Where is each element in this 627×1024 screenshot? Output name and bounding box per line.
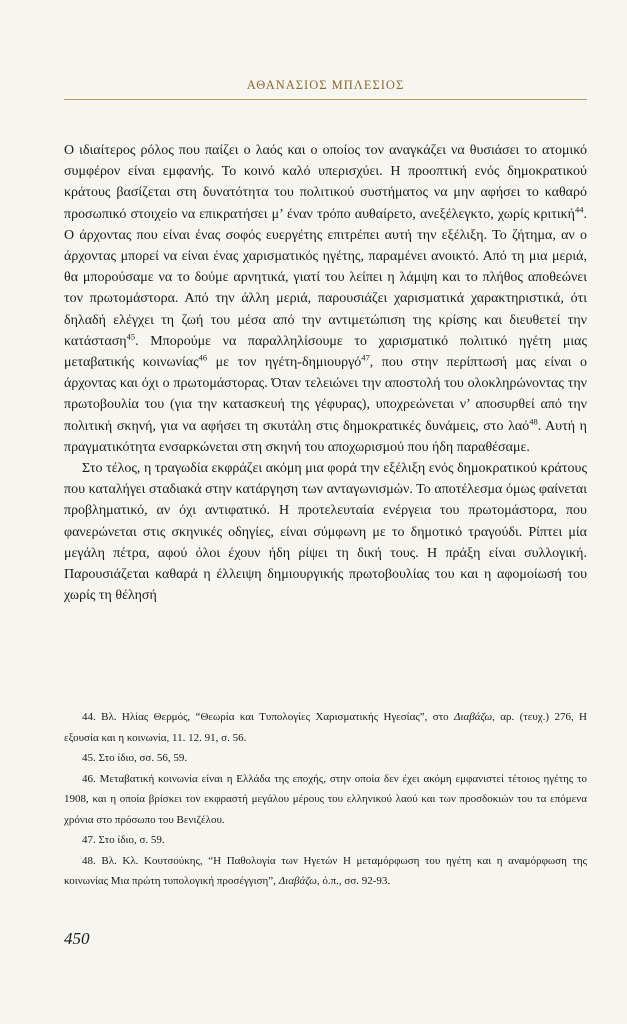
footnote-italic: Διαβάζω: [454, 711, 493, 723]
footnote-text: 45. Στο ίδιο, σσ. 56, 59.: [82, 752, 188, 764]
page-number: 450: [64, 929, 90, 948]
footnote-italic: Διαβάζω: [278, 875, 317, 887]
text-run: με τον ηγέτη-δημιουργό: [207, 355, 362, 371]
footnote-text: , αρ. (τευχ.) 276, Η εξουσία και η κοινωνία, 11. 12. 91, σ. 56.: [64, 711, 588, 744]
text-run: Ο ιδιαίτερος ρόλος που παίζει ο λαός και ο οποίος τον αναγκάζει να θυσιάσει το ατομικό συμφέρον είναι εμφανής. Το κοινό καλό υπερισχύει. Η προοπτική ενός δημοκρατικού κράτους βασίζεται στη δυνατότητα του πολιτικού συστήματος να μην αφήσει το καθαρό προσωπικό στοιχείο να επικρατήσει μ’ έναν τρόπο αυθαίρετο, ανεξέλεγκτο, χωρίς κριτική: [64, 143, 587, 222]
text-run: . Μπορούμε να παραλληλίσουμε το χαρισματικό πολιτικό ηγέτη μιας μεταβατικής κοινωνίας: [64, 333, 587, 371]
paragraph-1: [64, 140, 587, 458]
running-header: ΑΘΑΝΑΣΙΟΣ ΜΠΛΕΣΙΟΣ: [246, 78, 405, 92]
footnote-48: [64, 851, 587, 892]
footnote-text: , ό.π., σσ. 92-93.: [316, 875, 391, 887]
text-run: , που στην περίπτωσή μας είναι ο άρχοντας και όχι ο πρωτομάστορας. Όταν τελειώνει την αποστολή του ολοκληρώνοντας την πρωτοβουλία του (για την κατασκευή της γέφυρας), υποχρεώνεται ν’ αποσυρθεί από την πολιτική σκηνή, για να αφήσει τη σκυτάλη στις δημοκρατικές δυνάμεις, στο λαό: [64, 355, 588, 434]
text-run: . Αυτή η πραγματικότητα ενσαρκώνεται στη σκηνή του αποχωρισμού που ήδη παραθέσαμε.: [64, 418, 587, 455]
footnote-ref-48[interactable]: 48: [529, 415, 538, 426]
footnote-ref-46[interactable]: 46: [198, 352, 208, 363]
footnote-46: [64, 769, 587, 831]
footnote-text: 48. Βλ. Κλ. Κουτσούκης, “Η Παθολογία των Ηγετών Η μεταμόρφωση του ηγέτη και η αναμόρφωση της κοινωνίας Μια πρώτη τυπολογική προσέγγιση”,: [64, 854, 587, 887]
header-divider: [64, 99, 587, 100]
footnote-text: 47. Στο ίδιο, σ. 59.: [82, 834, 165, 846]
body-text: [64, 140, 587, 606]
footnote-45: [64, 748, 587, 769]
footnote-44: [64, 707, 587, 748]
footnote-text: 44. Βλ. Ηλίας Θερμός, “Θεωρία και Τυπολογίες Χαρισματικής Ηγεσίας”, στο: [82, 711, 454, 723]
footnote-47: [64, 830, 587, 851]
paragraph-2: Στο τέλος, η τραγωδία εκφράζει ακόμη μια φορά την εξέλιξη ενός δημοκρατικού κράτους που καταλήγει σταδιακά στην κατάργηση των ανταγωνισμών. Το αποτέλεσμα όμως φαίνεται προβληματικό, αν όχι αντιφατικό. Η προτελευταία ενέργεια του πρωτομάστορα, που φανερώνεται στις σκηνικές οδηγίες, είναι σύμφωνη με το δημοτικό τραγούδι. Ρίπτει μία μεγάλη πέτρα, αφού όλοι έχουν ήδη ρίψει τη δική τους. Η πράξη είναι συλλογική. Παρουσιάζεται καθαρά η έλλειψη δημιουργικής πρωτοβουλίας του και η αφομοίωσή του χωρίς τη θέλησή: [64, 461, 587, 604]
text-run: . Ο άρχοντας που είναι ένας σοφός ευεργέτης επιτρέπει αυτή την εξέλιξη. Το ζήτημα, αν ο άρχοντας μπορεί να είναι ένας χαρισματικός ηγέτης, παραμένει ανοικτό. Από τη μια μεριά, θα μπορούσαμε να το δούμε αρνητικά, γιατί του λείπει η λάμψη και το πλήθος αποθεώνει τον πρωτομάστορα. Από την άλλη μεριά, παρουσιάζει χαρισματικά χαρακτηριστικά, ότι δηλαδή ελέγχει τη ζωή του μέσα από την αντιμετώπιση της κρίσης και διευθετεί την κατάσταση: [64, 206, 587, 349]
footnote-ref-47[interactable]: 47: [361, 352, 370, 363]
footnotes: [64, 707, 587, 892]
footnote-ref-45[interactable]: 45: [126, 331, 136, 342]
footnote-ref-44[interactable]: 44: [575, 203, 584, 214]
footnote-text: 46. Μεταβατική κοινωνία είναι η Ελλάδα της εποχής, στην οποία δεν έχει ακόμη εμφανιστεί τέτοιος ηγέτης το 1908, και η οποία βρίσκει τον εκφραστή μεγάλου μέρους του ελληνικού λαού και των προσδοκιών του τα επόμενα χρόνια στο πρόσωπο του Βενιζέλου.: [64, 772, 587, 826]
